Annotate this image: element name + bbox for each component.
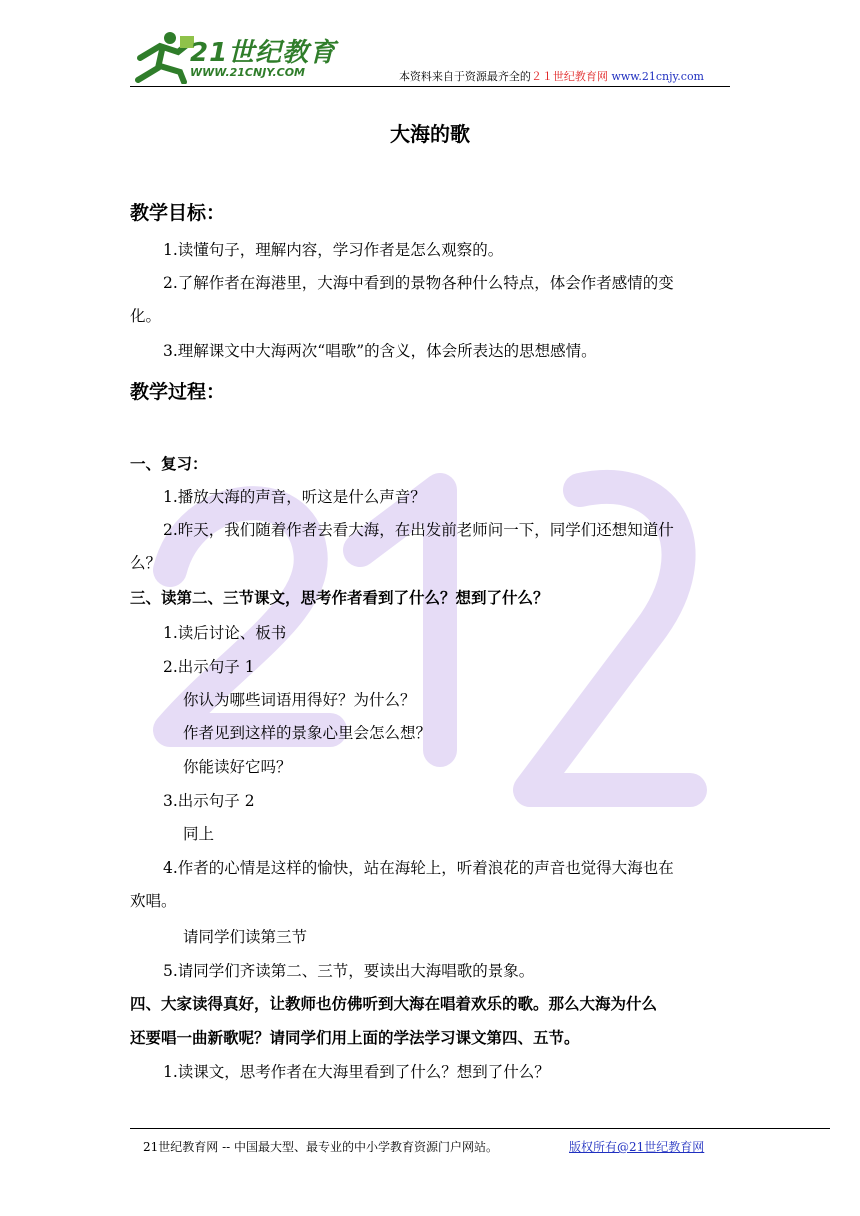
slogan-url[interactable]: www.21cnjy.com xyxy=(611,70,704,83)
part3-line: 5.请同学们齐读第二、三节，要读出大海唱歌的景象。 xyxy=(163,962,535,980)
part3-line: 4.作者的心情是这样的愉快，站在海轮上，听着浪花的声音也觉得大海也在 xyxy=(163,859,674,877)
goal-line: 2.了解作者在海港里，大海中看到的景物各种什么特点，体会作者感情的变 xyxy=(163,274,674,292)
part4-heading: 四、大家读得真好，让教师也仿佛听到大海在唱着欢乐的歌。那么大海为什么 xyxy=(130,995,658,1013)
header-rule xyxy=(130,86,730,87)
part3-line: 请同学们读第三节 xyxy=(183,928,308,946)
part3-line: 1.读后讨论、板书 xyxy=(163,624,287,642)
review-line: 么？ xyxy=(130,554,162,572)
footer-copyright-link[interactable]: 版权所有@21世纪教育网 xyxy=(569,1140,705,1154)
part3-line: 你能读好它吗？ xyxy=(183,758,292,776)
process-heading: 教学过程： xyxy=(130,381,226,403)
review-line: 1.播放大海的声音，听这是什么声音？ xyxy=(163,488,426,506)
logo-text: 21世纪教育 xyxy=(190,38,337,68)
footer-text: 21世纪教育网 -- 中国最大型、最专业的中小学教育资源门户网站。 xyxy=(143,1140,499,1154)
goal-line: 1.读懂句子，理解内容，学习作者是怎么观察的。 xyxy=(163,241,504,259)
goals-heading: 教学目标： xyxy=(130,202,226,224)
header-slogan xyxy=(399,68,704,84)
slogan-brand[interactable]: ２１世纪教育网 xyxy=(530,70,608,83)
part3-line: 3.出示句子 2 xyxy=(163,792,255,810)
part3-line: 作者见到这样的景象心里会怎么想？ xyxy=(183,724,432,742)
goal-line: 化。 xyxy=(130,307,162,325)
site-logo[interactable] xyxy=(130,28,340,84)
review-heading: 一、复习： xyxy=(130,455,208,473)
watermark xyxy=(110,430,750,990)
part3-heading: 三、读第二、三节课文，思考作者看到了什么？想到了什么？ xyxy=(130,589,549,607)
part4-heading: 还要唱一曲新歌呢？请同学们用上面的学法学习课文第四、五节。 xyxy=(130,1029,580,1047)
footer-rule xyxy=(130,1128,830,1129)
part3-line: 2.出示句子 1 xyxy=(163,658,255,676)
page-header xyxy=(130,28,730,86)
review-line: 2.昨天，我们随着作者去看大海，在出发前老师问一下，同学们还想知道什 xyxy=(163,521,674,539)
logo-url: WWW.21CNJY.COM xyxy=(190,66,305,79)
slogan-prefix: 本资料来自于资源最齐全的 xyxy=(398,70,531,83)
part3-line: 同上 xyxy=(183,825,215,843)
part3-line: 你认为哪些词语用得好？为什么？ xyxy=(183,691,416,709)
part3-line: 欢唱。 xyxy=(130,892,177,910)
page-title: 大海的歌 xyxy=(390,122,470,146)
part4-line: 1.读课文，思考作者在大海里看到了什么？想到了什么？ xyxy=(163,1063,550,1081)
goal-line: 3.理解课文中大海两次“唱歌”的含义，体会所表达的思想感情。 xyxy=(163,342,597,360)
